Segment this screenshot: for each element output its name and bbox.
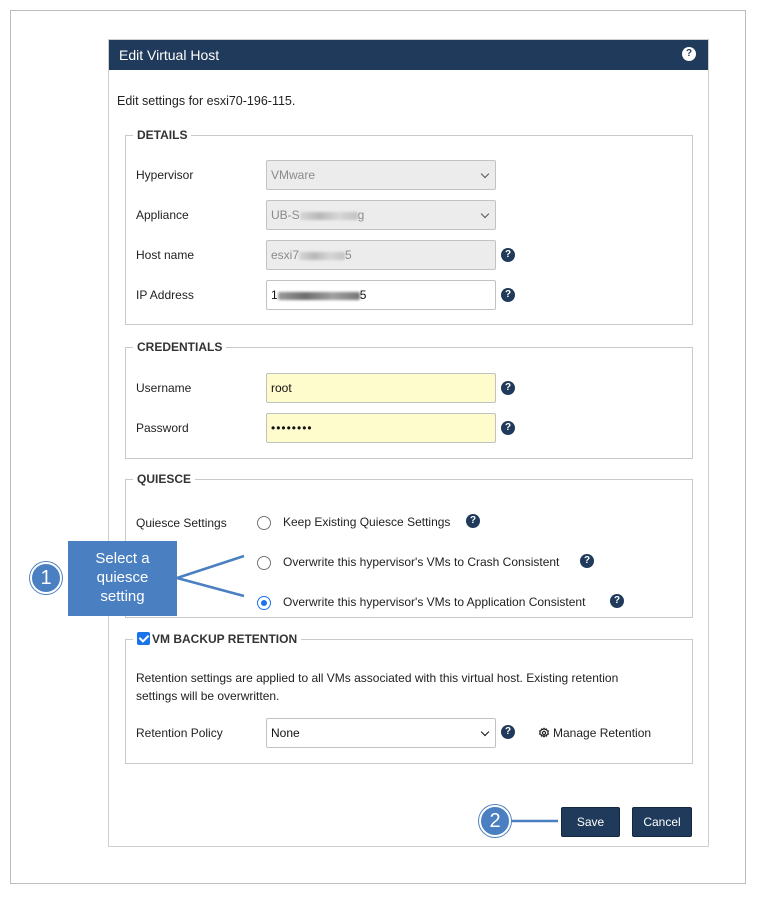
username-row (136, 373, 692, 403)
radio-crash-consistent[interactable] (257, 556, 271, 570)
appliance-label: Appliance (136, 208, 189, 222)
retention-description (136, 669, 618, 705)
redacted-blur (278, 292, 360, 300)
help-icon[interactable]: ? (501, 288, 515, 302)
ip-row (136, 280, 692, 310)
help-icon[interactable]: ? (466, 514, 480, 528)
chevron-down-icon (481, 728, 489, 736)
cancel-button[interactable]: Cancel (632, 807, 692, 837)
chevron-down-icon (481, 210, 489, 218)
appliance-value-start: UB-S (271, 208, 300, 222)
ip-label: IP Address (136, 288, 194, 302)
redacted-blur (300, 212, 358, 220)
hostname-field (266, 240, 496, 270)
radio-keep-existing[interactable] (257, 516, 271, 530)
help-icon[interactable]: ? (501, 381, 515, 395)
manage-retention-link[interactable] (538, 726, 651, 740)
quiesce-section (125, 472, 693, 618)
redacted-blur (299, 252, 345, 260)
hypervisor-select (266, 160, 496, 190)
password-row (136, 413, 692, 443)
retention-description-line: Retention settings are applied to all VMs associated with this virtual host. Existing retention (136, 671, 619, 685)
ip-value-end: 5 (359, 288, 367, 302)
gear-icon (538, 727, 550, 739)
ip-value-start: 1 (271, 288, 278, 302)
hostname-value-start: esxi7 (271, 248, 300, 262)
help-icon[interactable]: ? (610, 594, 624, 608)
help-icon[interactable]: ? (682, 47, 696, 61)
details-section (125, 128, 693, 325)
radio-application-consistent[interactable] (257, 596, 271, 610)
retention-policy-label: Retention Policy (136, 726, 223, 740)
credentials-legend: CREDENTIALS (137, 340, 223, 354)
radio-application-consistent-label[interactable]: Overwrite this hypervisor's VMs to Application Consistent (283, 595, 586, 609)
callout-line-text: setting (100, 588, 145, 605)
manage-retention-label: Manage Retention (553, 726, 652, 740)
help-icon[interactable]: ? (501, 248, 515, 262)
dialog-title: Edit Virtual Host (119, 47, 220, 63)
step-1-marker: 1 (30, 562, 62, 594)
username-input[interactable]: root (266, 373, 496, 403)
step-2-marker: 2 (479, 805, 511, 837)
details-legend: DETAILS (137, 128, 188, 142)
ip-address-input[interactable] (266, 280, 496, 310)
retention-legend (133, 632, 301, 646)
password-label: Password (136, 421, 189, 435)
intro-text: Edit settings for esxi70-196-115. (117, 94, 296, 108)
appliance-select (266, 200, 496, 230)
radio-crash-consistent-label[interactable]: Overwrite this hypervisor's VMs to Crash Consistent (283, 555, 560, 569)
help-icon[interactable]: ? (501, 725, 515, 739)
credentials-section (125, 340, 693, 459)
password-input[interactable]: •••••••• (266, 413, 496, 443)
retention-description-line: settings will be overwritten. (136, 689, 280, 703)
help-icon[interactable]: ? (580, 554, 594, 568)
hostname-row (136, 240, 692, 270)
hostname-value-end: 5 (345, 248, 352, 262)
retention-policy-select[interactable] (266, 718, 496, 748)
appliance-row (136, 200, 692, 230)
username-label: Username (136, 381, 192, 395)
dialog-titlebar (109, 40, 708, 70)
radio-keep-existing-label[interactable]: Keep Existing Quiesce Settings (283, 515, 451, 529)
quiesce-legend: QUIESCE (137, 472, 192, 486)
hostname-label: Host name (136, 248, 195, 262)
callout-line-text: quiesce (96, 569, 149, 586)
retention-section (125, 632, 693, 764)
retention-checkbox[interactable] (137, 632, 150, 645)
hypervisor-value: VMware (271, 168, 316, 182)
edit-virtual-host-dialog (108, 39, 709, 847)
quiesce-settings-label: Quiesce Settings (136, 516, 227, 530)
save-button[interactable]: Save (561, 807, 620, 837)
retention-policy-value: None (271, 726, 300, 740)
appliance-value-end: g (357, 208, 365, 222)
chevron-down-icon (481, 170, 489, 178)
hypervisor-label: Hypervisor (136, 168, 194, 182)
retention-legend-text: VM BACKUP RETENTION (152, 632, 298, 646)
hypervisor-row (136, 160, 692, 190)
retention-policy-row (136, 718, 692, 748)
step-1-callout (68, 541, 177, 616)
help-icon[interactable]: ? (501, 421, 515, 435)
callout-line-text: Select a (95, 550, 150, 567)
